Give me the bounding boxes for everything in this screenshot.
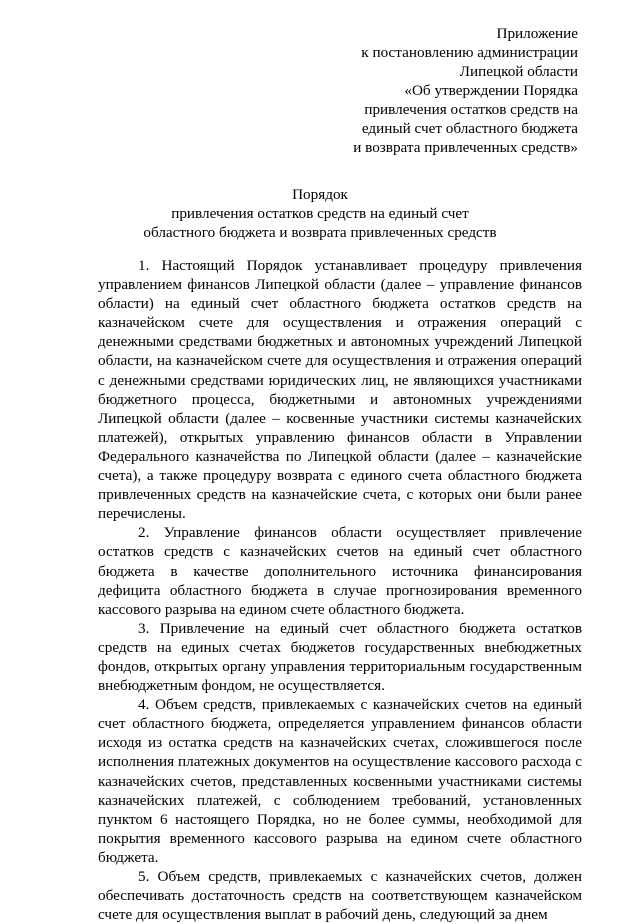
- paragraph-2: 2. Управление финансов области осуществляет привлечение остатков средств с казначейских счетов на единый счет областного бюджета в качестве дополнительного источника финансирования дефицита областного бюджета в случае прогнозирования временного кассового разрыва на едином счете областного бюджета.: [98, 524, 582, 618]
- document-title: [100, 185, 540, 242]
- appendix-line: единый счет областного бюджета: [361, 120, 578, 137]
- title-line: привлечения остатков средств на единый счет: [171, 205, 469, 222]
- paragraph-3: 3. Привлечение на единый счет областного бюджета остатков средств на единых счетах бюджетов государственных внебюджетных фондов, открытых органу управления территориальным государственным внебюджетным фондом, не осуществляется.: [98, 619, 582, 695]
- appendix-line: Липецкой области: [459, 63, 578, 80]
- document-body: [98, 256, 582, 924]
- appendix-line: и возврата привлеченных средств»: [353, 139, 578, 156]
- paragraph-5: 5. Объем средств, привлекаемых с казначейских счетов, должен обеспечивать достаточность средств на соответствующем казначейском счете для осуществления выплат в рабочий день, следующий за днем: [98, 868, 582, 924]
- appendix-header: [278, 24, 578, 157]
- appendix-line: к постановлению администрации: [361, 44, 578, 61]
- appendix-line: Приложение: [496, 25, 578, 42]
- appendix-line: «Об утверждении Порядка: [404, 82, 578, 99]
- title-line: областного бюджета и возврата привлеченных средств: [143, 224, 497, 241]
- appendix-line: привлечения остатков средств на: [364, 101, 578, 118]
- paragraph-4: 4. Объем средств, привлекаемых с казначейских счетов на единый счет областного бюджета, определяется управлением финансов области исходя из остатка средств на казначейских счетах, сложившегося после исполнения платежных документов на осуществление кассового расхода с казначейских счетов, представленных косвенными участниками системы казначейских платежей, с соблюдением требований, установленных пунктом 6 настоящего Порядка, но не более суммы, необходимой для покрытия временного кассового разрыва на едином счете областного бюджета.: [98, 696, 582, 866]
- title-line: Порядок: [292, 186, 348, 203]
- paragraph-1: 1. Настоящий Порядок устанавливает процедуру привлечения управлением финансов Липецкой области (далее – управление финансов области) на единый счет областного бюджета остатков средств на казначейском счете для осуществления и отражения операций с денежными средствами бюджетных и автономных учреждений Липецкой области, на казначейском счете для осуществления и отражения операций с денежными средствами юридических лиц, не являющихся участниками бюджетного процесса, бюджетными и автономных учреждениями Липецкой области (далее – косвенные участники системы казначейских платежей), открытых управлению финансов области в Управлении Федерального казначейства по Липецкой области (далее – казначейские счета), а также процедуру возврата с единого счета областного бюджета привлеченных средств на казначейские счета, с которых они были ранее перечислены.: [98, 257, 582, 523]
